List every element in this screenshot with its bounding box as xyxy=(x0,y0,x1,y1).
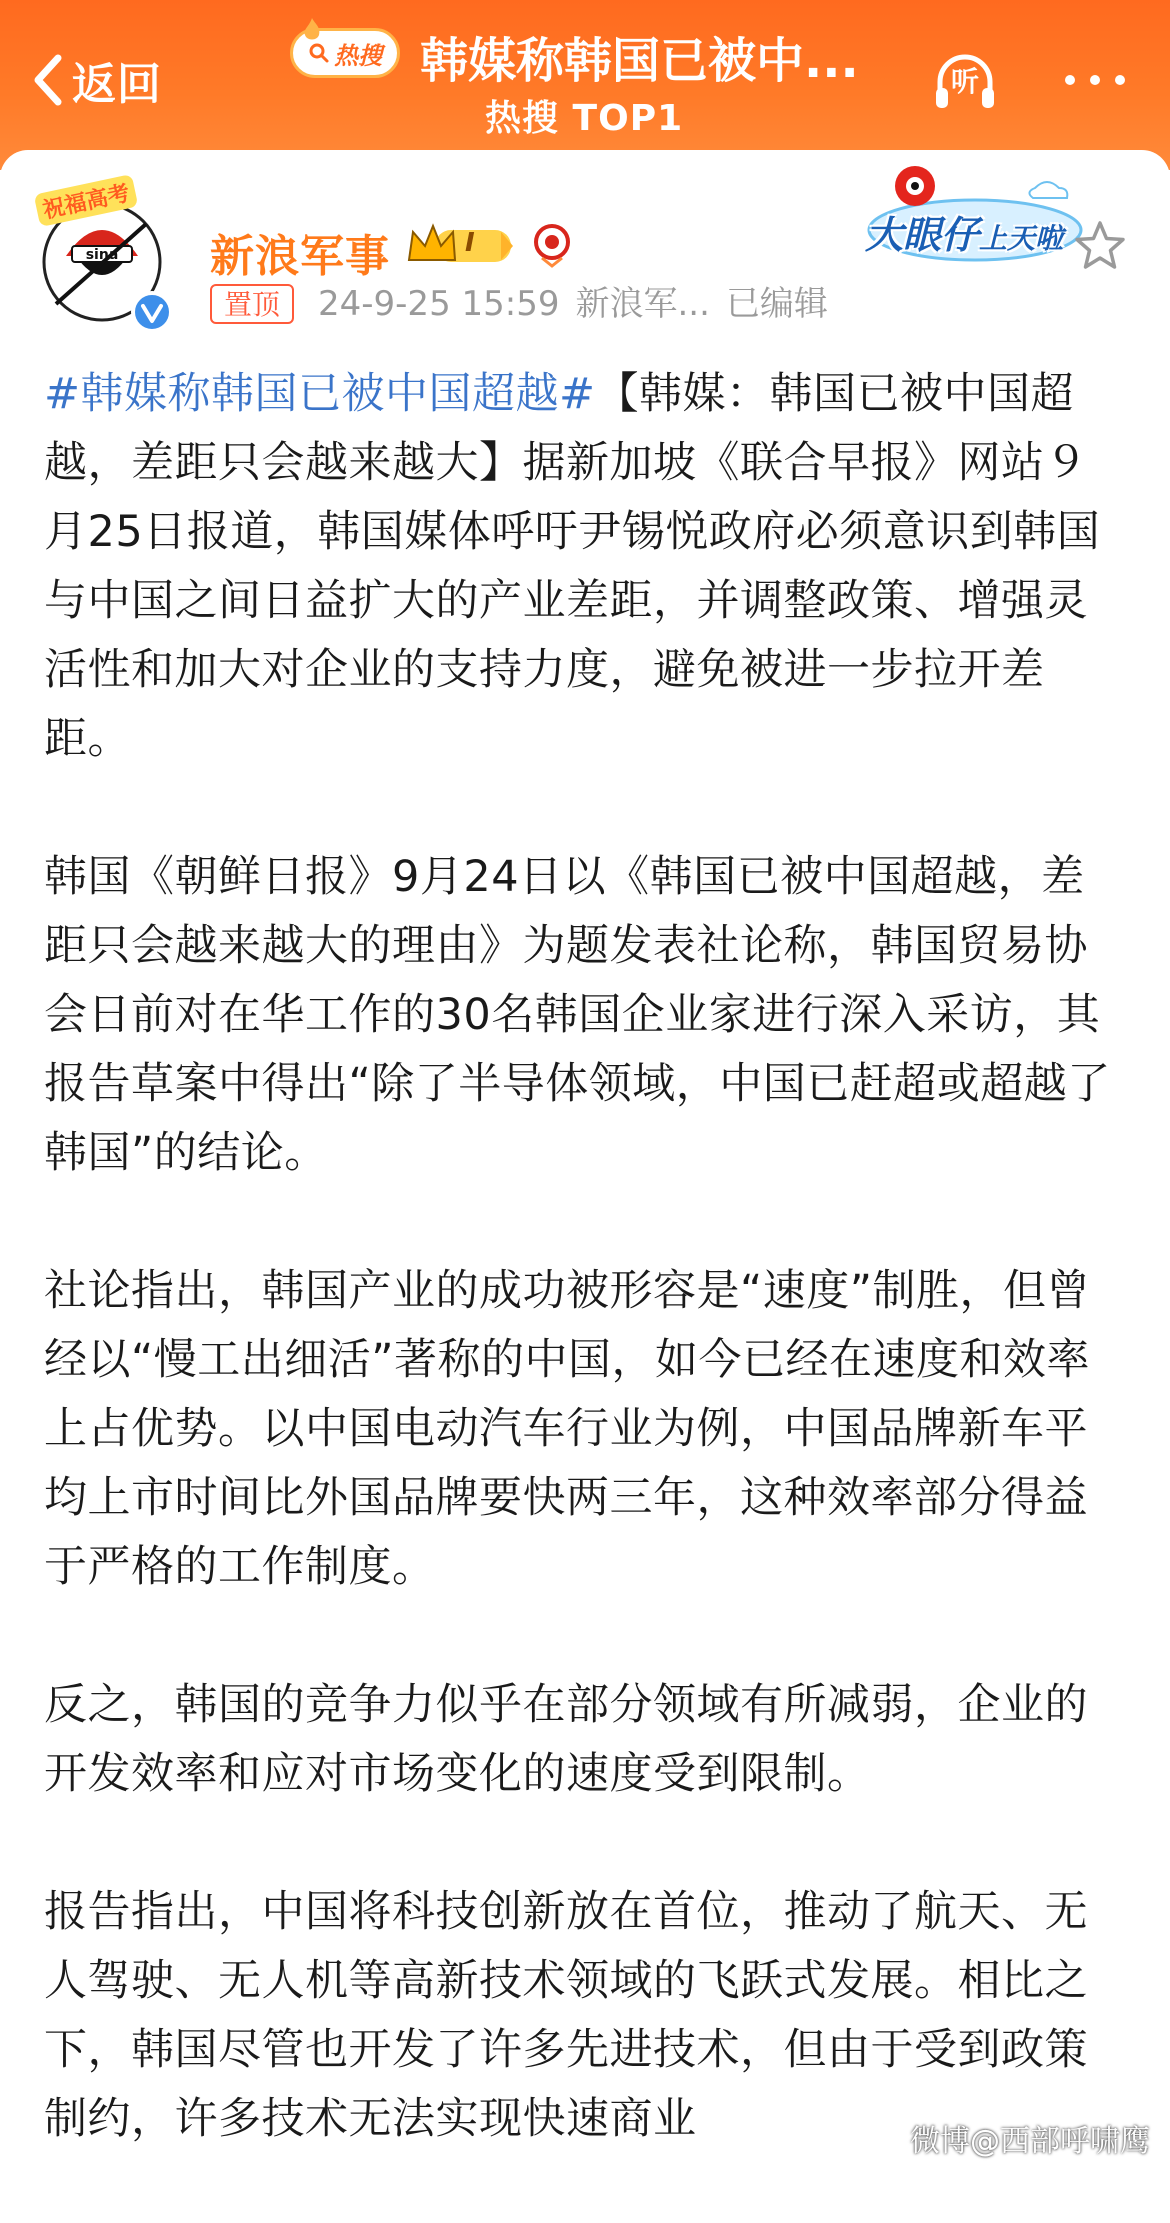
post-paragraph: 社论指出，韩国产业的成功被形容是“速度”制胜，但曾经以“慢工出细活”著称的中国，如今已经在速度和效率上占优势。以中国电动汽车行业为例，中国品牌新车平均上市时间比外国品牌要快两三年，这种效率部分得益于严格的工作制度。 xyxy=(44,1266,1091,1592)
post-paragraph: 报告指出，中国将科技创新放在首位，推动了航天、无人驾驶、无人机等高新技术领域的飞跃式发展。相比之下，韩国尽管也开发了许多先进技术，但由于受到政策制约，许多技术无法实现快速商业 xyxy=(44,1887,1088,2144)
post-paragraph: 韩国《朝鲜日报》9月24日以《韩国已被中国超越，差距只会越来越大的理由》为题发表社论称，韩国贸易协会日前对在华工作的30名韩国企业家进行深入采访，其报告草案中得出“除了半导体领域，中国已赶超或超越了韩国”的结论。 xyxy=(44,852,1111,1178)
crown-icon xyxy=(405,220,515,270)
avatar-badge-text: 祝福高考 xyxy=(34,174,139,227)
author-name[interactable]: 新浪军事 xyxy=(210,231,390,282)
page-title: 韩媒称韩国已被中... xyxy=(420,33,859,89)
hot-search-badge[interactable] xyxy=(290,28,400,78)
listen-button[interactable] xyxy=(930,46,1000,116)
hashtag-link[interactable]: #韩媒称韩国已被中国超越# xyxy=(44,369,596,419)
post-paragraph: 反之，韩国的竞争力似乎在部分领域有所减弱，企业的开发效率和应对市场变化的速度受到限制。 xyxy=(44,1680,1088,1799)
vip-level-text: I xyxy=(465,228,475,258)
back-button[interactable] xyxy=(30,48,162,112)
paragraph-text: 【韩媒：韩国已被中国超越，差距只会越来越大】据新加坡《联合早报》网站９月25日报道，韩国媒体呼吁尹锡悦政府必须意识到韩国与中国之间日益扩大的产业差距，并调整政策、增强灵活性和加大对企业的支持力度，避免被进一步拉开差距。 xyxy=(44,369,1101,764)
pinned-badge: 置顶 xyxy=(210,284,294,324)
eye-mascot-icon xyxy=(530,220,574,268)
post-paragraph xyxy=(44,360,1126,774)
listen-label: 听 xyxy=(950,65,979,98)
search-icon xyxy=(308,42,330,64)
post-meta xyxy=(318,284,844,324)
back-label: 返回 xyxy=(72,59,162,110)
vip-level-badge[interactable] xyxy=(405,220,515,270)
post-content xyxy=(44,360,1126,2223)
hot-search-label: 热搜 xyxy=(334,41,382,70)
edited-label: 已编辑 xyxy=(725,284,828,324)
post-source: 新浪军... xyxy=(575,284,710,324)
verified-icon xyxy=(130,290,174,334)
post-date: 24-9-25 15:59 xyxy=(318,284,560,324)
more-dots-icon xyxy=(1060,60,1130,100)
page-subtitle: 热搜 TOP1 xyxy=(485,98,684,139)
watermark: 微博@西部呼啸鹰 xyxy=(910,2124,1150,2159)
more-options-button[interactable] xyxy=(1060,60,1130,100)
chevron-left-icon xyxy=(30,52,64,108)
sticker-decoration xyxy=(855,158,1085,268)
flame-icon xyxy=(301,17,323,43)
svg-text:sina: sina xyxy=(85,247,119,263)
sticker-text: 大眼仔上天啦 xyxy=(865,213,1064,257)
favorite-star-icon[interactable] xyxy=(1072,218,1128,274)
post-card xyxy=(0,150,1170,2164)
top-nav-bar xyxy=(0,0,1170,170)
